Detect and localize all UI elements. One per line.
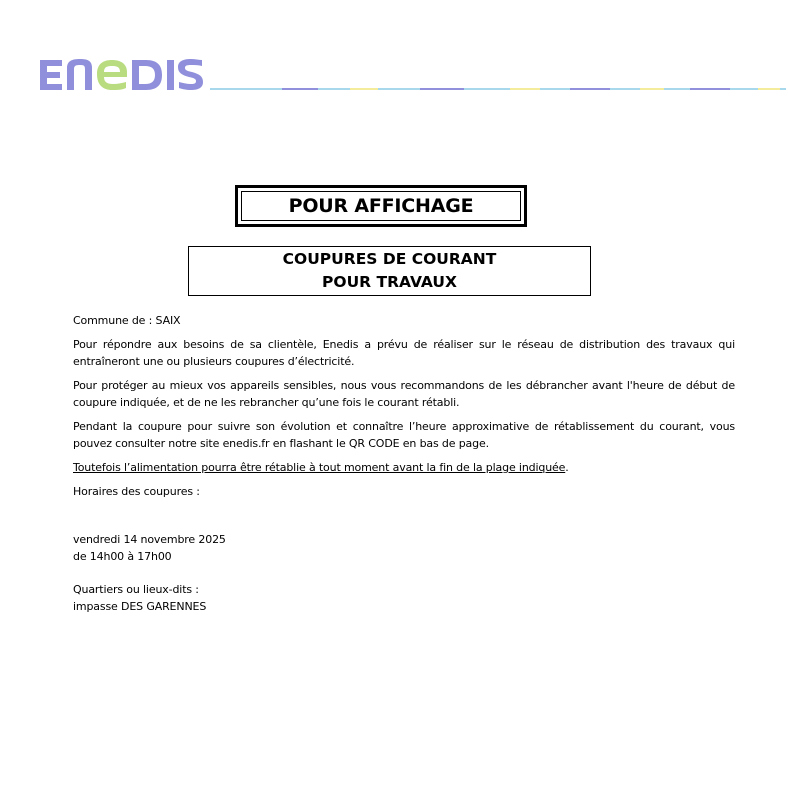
enedis-logo — [36, 52, 206, 98]
paragraph-recommendation: Pour protéger au mieux vos appareils sensibles, nous vous recommandons de les débrancher avant l'heure de début de coupure indiquée, et de ne les rebrancher qu’une fois le courant rétabli. — [73, 379, 735, 409]
warning-text: Toutefois l’alimentation pourra être rétablie à tout moment avant la fin de la plage indiquée — [73, 461, 566, 474]
paragraph-intro: Pour répondre aux besoins de sa clientèle, Enedis a prévu de réaliser sur le réseau de distribution des travaux qui entraîneront une ou plusieurs coupures d’électricité. — [73, 338, 735, 368]
schedule-label: Horaires des coupures : — [73, 485, 200, 498]
area-value: impasse DES GARENNES — [73, 600, 207, 613]
spacer — [73, 500, 735, 531]
areas-label: Quartiers ou lieux-dits : — [73, 583, 199, 596]
pour-affichage-box — [235, 185, 527, 227]
spacer — [73, 565, 735, 581]
coupures-title-box — [188, 246, 591, 296]
title-line-2: POUR TRAVAUX — [322, 273, 457, 291]
notice-body — [73, 312, 735, 615]
warning-period: . — [565, 461, 569, 474]
enedis-logo-mark — [36, 52, 206, 98]
header-decorative-rule — [210, 86, 786, 92]
title-line-1: COUPURES DE COURANT — [282, 250, 497, 268]
schedule-date: vendredi 14 novembre 2025 — [73, 533, 226, 546]
warning-line — [73, 459, 735, 476]
paragraph-qr-info: Pendant la coupure pour suivre son évolution et connaître l’heure approximative de rétablissement du courant, vous pouvez consulter notre site enedis.fr en flashant le QR CODE en bas de page. — [73, 420, 735, 450]
pour-affichage-label: POUR AFFICHAGE — [241, 191, 521, 221]
commune-line: Commune de : SAIX — [73, 314, 181, 327]
schedule-time: de 14h00 à 17h00 — [73, 550, 172, 563]
